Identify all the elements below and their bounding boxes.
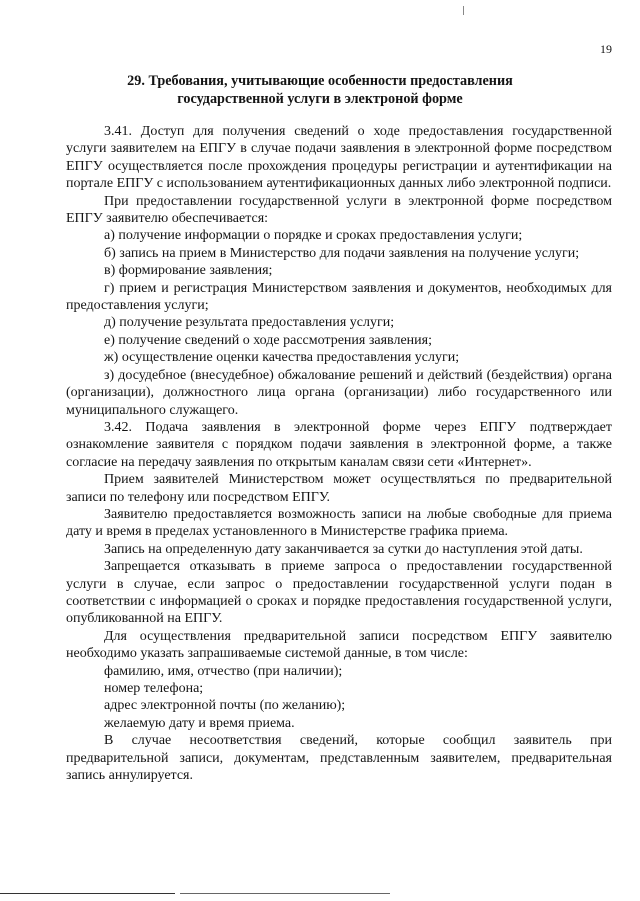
list-item: б) запись на прием в Министерство для подачи заявления на получение услуги; [104, 245, 580, 261]
scan-bottom-edge [0, 893, 175, 894]
list-item: з) досудебное (внесудебное) обжалование решений и действий (бездействия) органа (организации), должностного лица органа (организации) либо государственного или муниципального служащего. [66, 367, 612, 418]
list-item: номер телефона; [104, 681, 204, 696]
list-item: а) получение информации о порядке и сроках предоставления услуги; [104, 228, 523, 244]
page-number: 19 [600, 42, 612, 56]
paragraph: При предоставлении государственной услуги в электронной форме посредством ЕПГУ заявителю обеспечивается: [66, 193, 612, 227]
section-heading-line-2: государственной услуги в электроной форме [177, 91, 463, 107]
list-item: г) прием и регистрация Министерством заявления и документов, необходимых для предоставления услуги; [66, 280, 612, 314]
paragraph: Прием заявителей Министерством может осуществляться по предварительной записи по телефону или посредством ЕПГУ. [66, 472, 612, 505]
paragraph: Запрещается отказывать в приеме запроса о предоставлении государственной услуги в случае, если запрос о предоставлении государственной услуги подан в соответствии с информацией о сроках и порядке предоставления государственной услуги, опубликованной на ЕПГУ. [66, 559, 612, 627]
scan-artifact [463, 6, 464, 15]
paragraph: Заявителю предоставляется возможность записи на любые свободные для приема дату и время в пределах установленного в Министерстве графика приема. [66, 506, 612, 540]
scan-bottom-edge [180, 893, 390, 894]
paragraph: Запись на определенную дату заканчивается за сутки до наступления этой даты. [104, 541, 583, 557]
list-item: желаемую дату и время приема. [104, 715, 295, 731]
paragraph: 3.41. Доступ для получения сведений о ходе предоставления государственной услуги заявителем на ЕПГУ в случае подачи заявления в электронной форме посредством ЕПГУ осуществляется после прохождения процедуры регистрации и аутентификации на портале ЕПГУ с использованием аутентификационных данных либо электронной подписи. [66, 124, 612, 192]
list-item: д) получение результата предоставления услуги; [104, 315, 395, 331]
list-item: в) формирование заявления; [104, 263, 273, 279]
paragraph: Для осуществления предварительной записи посредством ЕПГУ заявителю необходимо указать запрашиваемые системой данные, в том числе: [66, 628, 612, 662]
document-body [66, 123, 612, 784]
list-item: фамилию, имя, отчество (при наличии); [104, 663, 343, 679]
list-item: ж) осуществление оценки качества предоставления услуги; [104, 350, 460, 366]
paragraph: 3.42. Подача заявления в электронной форме через ЕПГУ подтверждает ознакомление заявителя с порядком подачи заявления в электронной форме, а также согласие на передачу заявления по открытым каналам связи сети «Интернет». [66, 419, 612, 470]
list-item: адрес электронной почты (по желанию); [104, 698, 346, 714]
list-item: е) получение сведений о ходе рассмотрения заявления; [104, 332, 432, 348]
paragraph: В случае несоответствия сведений, которые сообщил заявитель при предварительной записи, документам, представленным заявителем, предварительная запись аннулируется. [66, 733, 612, 784]
section-heading [40, 72, 600, 108]
section-heading-line-1: 29. Требования, учитывающие особенности предоставления [127, 73, 513, 89]
